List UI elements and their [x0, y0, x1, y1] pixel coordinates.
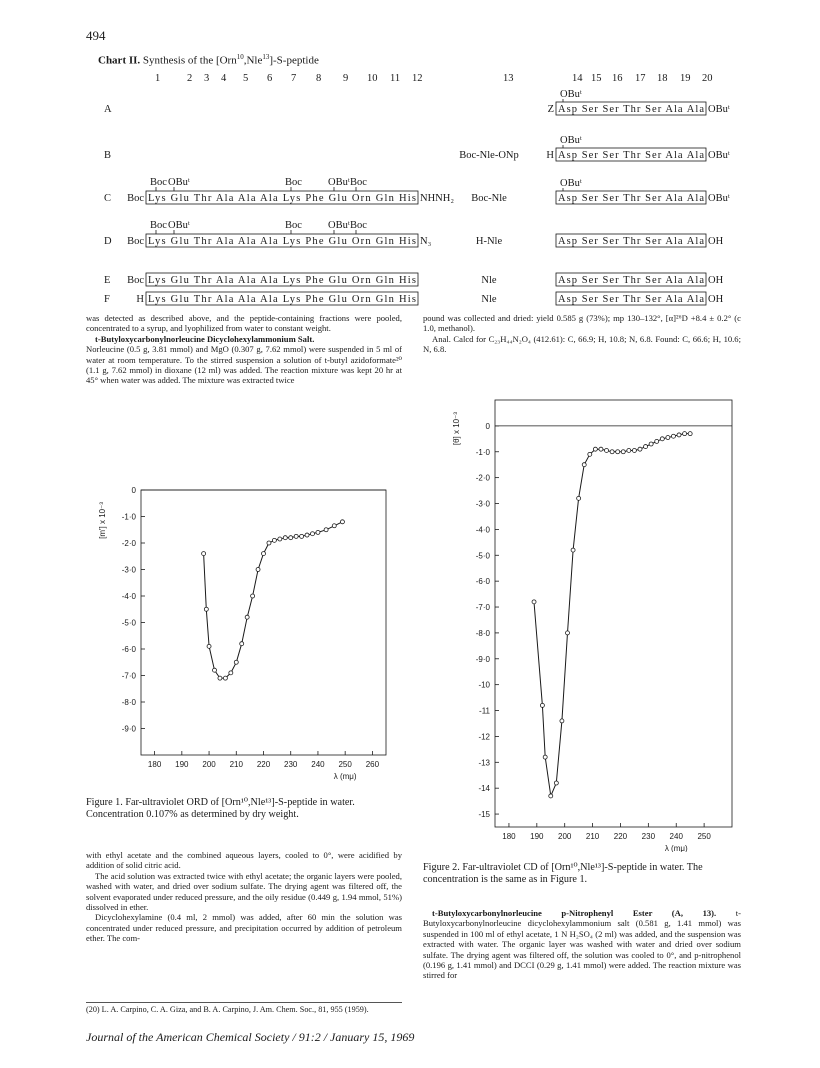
position-label-17: 17 — [635, 73, 646, 84]
data-point — [560, 719, 564, 723]
right-sequence: Asp Ser Ser Thr Ser Ala Ala — [558, 150, 704, 161]
data-point — [267, 541, 271, 545]
position-label-1: 1 — [155, 73, 161, 84]
y-tick-label: -2·0 — [475, 473, 490, 483]
data-point — [540, 703, 544, 707]
x-tick-label: 240 — [669, 832, 683, 841]
middle-residue: Boc-Nle — [471, 193, 507, 204]
data-point — [627, 448, 631, 452]
figure-1-ord-plot — [86, 455, 406, 785]
data-point — [565, 631, 569, 635]
left-prefix: Boc — [127, 275, 144, 286]
position-label-11: 11 — [390, 73, 401, 84]
data-point — [599, 447, 603, 451]
footnote-rule — [86, 1002, 402, 1003]
x-tick-label: 200 — [202, 760, 216, 769]
data-point — [256, 568, 260, 572]
right-suffix: OH — [708, 275, 724, 286]
row-letter: A — [104, 104, 112, 115]
right-prefix: H — [546, 150, 554, 161]
data-point — [218, 676, 222, 680]
left-para-4: The acid solution was extracted twice with ethyl acetate; the organic layers were pooled, washed with water, and dried over sodium sulfate. The drying agent was filtered off, the solvent evaporated under reduced pressure, and the oily residue (0.449 g, 1.94 mmol, 51%) dissolved in ether. — [86, 870, 402, 913]
asp-side-chain-label: OBuᵗ — [560, 178, 582, 189]
left-column-bottom — [86, 850, 402, 944]
row-letter: C — [104, 193, 112, 204]
row-letter: D — [104, 236, 112, 247]
x-tick-label: 180 — [502, 832, 516, 841]
position-label-2: 2 — [187, 73, 193, 84]
data-point — [660, 437, 664, 441]
data-point — [204, 607, 208, 611]
data-point — [554, 781, 558, 785]
left-para-1: was detected as described above, and the peptide-containing fractions were pooled, concentrated to a syrup, and lyophilized from water to constant weight. — [86, 313, 402, 334]
x-axis-label: λ (mμ) — [664, 844, 688, 852]
middle-residue: Nle — [481, 294, 497, 305]
right-column-bottom — [423, 908, 741, 981]
scheme-row-A — [104, 89, 730, 115]
y-tick-label: -7·0 — [121, 671, 136, 681]
y-tick-label: -13 — [478, 758, 490, 768]
protecting-group-label: OBuᵗ — [328, 220, 350, 231]
y-tick-label: -14 — [478, 784, 490, 794]
y-tick-label: -12 — [478, 732, 490, 742]
data-point — [229, 671, 233, 675]
data-point — [245, 615, 249, 619]
data-point — [283, 536, 287, 540]
y-tick-label: -9·0 — [121, 724, 136, 734]
protecting-group-label: Boc — [285, 220, 302, 231]
scheme-title-mid: ,Nle — [243, 54, 263, 67]
x-tick-label: 220 — [613, 832, 628, 841]
y-axis-label: [m'] x 10⁻³ — [98, 502, 107, 539]
data-curve — [534, 434, 690, 796]
figure-2-cd-plot — [420, 372, 750, 852]
position-label-4: 4 — [221, 73, 227, 84]
page-number: 494 — [86, 28, 106, 43]
figure-2-marks — [452, 400, 732, 852]
data-point — [543, 755, 547, 759]
data-point — [240, 642, 244, 646]
right-sequence: Asp Ser Ser Thr Ser Ala Ala — [558, 104, 704, 115]
data-point — [251, 594, 255, 598]
right-para-1: pound was collected and dried: yield 0.585 g (73%); mp 130–132°, [α]²⁶D +8.4 ± 0.2° (c 1.0, methanol). — [423, 313, 741, 334]
journal-footer: Journal of the American Chemical Society / 91:2 / January 15, 1969 — [86, 1030, 415, 1044]
data-point — [278, 537, 282, 541]
row-letter: E — [104, 275, 111, 286]
y-tick-label: -5·0 — [121, 618, 136, 628]
y-tick-label: -6·0 — [475, 577, 490, 587]
right-sequence: Asp Ser Ser Thr Ser Ala Ala — [558, 193, 704, 204]
y-tick-label: -6·0 — [121, 645, 136, 654]
right-suffix: OBuᵗ — [708, 150, 730, 161]
data-point — [272, 538, 276, 542]
figure-1-caption: Figure 1. Far-ultraviolet ORD of [Orn¹⁰,Nle¹³]-S-peptide in water. Concentration 0.107% as determined by dry weight. — [86, 797, 355, 820]
y-tick-label: -1·0 — [475, 447, 490, 457]
x-tick-label: 210 — [229, 760, 243, 769]
position-label-10: 10 — [367, 73, 378, 84]
x-tick-label: 220 — [256, 760, 271, 769]
data-point — [316, 530, 320, 534]
x-tick-label: 200 — [558, 832, 572, 841]
data-point — [655, 439, 659, 443]
y-axis-label: [θ] x 10⁻³ — [452, 412, 461, 446]
position-label-19: 19 — [680, 73, 691, 84]
position-label-18: 18 — [657, 73, 668, 84]
data-point — [649, 442, 653, 446]
data-point — [324, 528, 328, 532]
data-point — [683, 432, 687, 436]
protecting-group-label: Boc — [150, 177, 167, 188]
protecting-group-label: Boc — [150, 220, 167, 231]
left-prefix: H — [136, 294, 144, 305]
protecting-group-label: OBuᵗ — [168, 220, 190, 231]
y-tick-label: -3·0 — [475, 499, 490, 509]
x-tick-label: 250 — [697, 832, 711, 841]
data-point — [610, 450, 614, 454]
data-point — [593, 447, 597, 451]
heading-boc-nle-dcha: t-Butyloxycarbonylnorleucine Dicyclohexylammonium Salt. — [95, 333, 315, 344]
data-point — [311, 532, 315, 536]
right-suffix: OH — [708, 294, 724, 305]
data-point — [677, 433, 681, 437]
row-letter: F — [104, 294, 110, 305]
left-column-top — [86, 313, 402, 386]
y-tick-label: -1·0 — [121, 512, 136, 522]
scheme-rows — [104, 89, 730, 305]
left-sequence: Lys Glu Thr Ala Ala Ala Lys Phe Glu Orn Gln His — [148, 294, 417, 305]
y-tick-label: 0 — [485, 421, 490, 431]
left-suffix: NHNH₂ — [420, 193, 454, 204]
position-label-6: 6 — [267, 73, 273, 84]
footnote-20: (20) L. A. Carpino, C. A. Giza, and B. A. Carpino, J. Am. Chem. Soc., 81, 955 (1959). — [86, 1005, 369, 1014]
x-tick-label: 190 — [530, 832, 544, 841]
x-tick-label: 180 — [147, 760, 162, 769]
scheme-title-suffix: ]-S-peptide — [269, 54, 319, 67]
data-point — [289, 536, 293, 540]
middle-residue: Nle — [481, 275, 497, 286]
protecting-group-label: Boc — [350, 220, 367, 231]
position-label-7: 7 — [291, 73, 297, 84]
right-suffix: OH — [708, 236, 724, 247]
data-point — [300, 534, 304, 538]
y-tick-label: -15 — [478, 810, 490, 820]
scheme-label: Chart II. — [98, 54, 141, 67]
y-tick-label: -9·0 — [475, 654, 490, 664]
scheme-row-D — [104, 220, 724, 247]
data-curve — [204, 522, 343, 678]
position-label-16: 16 — [612, 73, 623, 84]
y-tick-label: -5·0 — [475, 551, 490, 561]
left-para-5: Dicyclohexylamine (0.4 ml, 2 mmol) was added, after 60 min the solution was concentrated under reduced pressure, and precipitation occurred by addition of petroleum ether. The com- — [86, 912, 402, 944]
data-point — [234, 660, 238, 664]
protecting-group-label: Boc — [285, 177, 302, 188]
position-label-9: 9 — [343, 73, 349, 84]
position-label-5: 5 — [243, 73, 249, 84]
data-point — [223, 676, 227, 680]
position-label-20: 20 — [702, 73, 713, 84]
right-para-3: t-Butyloxycarbonylnorleucine dicyclohexylammonium salt (0.581 g, 1.41 mmol) was suspended in 100 ml of ethyl acetate, 1 N H₂SO₄ (2 ml) was added, and the suspension was extracted with water. The organic layer was washed with water and dried over sodium sulfate. The drying agent was filtered off, the solution was cooled to 0°, and p-nitrophenol (0.196 g, 1.41 mmol) and DCCI (0.29 g, 1.41 mmol) were added. The reaction mixture was stirred for — [423, 908, 741, 981]
position-label-3: 3 — [204, 73, 210, 84]
data-point — [202, 552, 206, 556]
left-para-2: Norleucine (0.5 g, 3.81 mmol) and MgO (0.307 g, 7.62 mmol) were suspended in 5 ml of water at room temperature. To the stirred suspension a solution of t-butyl azidoformate²⁰ (1.1 g, 7.62 mmol) in dioxane (12 ml) was added. The reaction mixture was kept 20 hr at 45° when water was added. The mixture was extracted twice — [86, 344, 402, 386]
position-label-12: 12 — [412, 73, 423, 84]
right-sequence: Asp Ser Ser Thr Ser Ala Ala — [558, 236, 704, 247]
data-point — [688, 432, 692, 436]
data-point — [588, 452, 592, 456]
data-point — [638, 447, 642, 451]
y-tick-label: -10 — [478, 680, 490, 690]
y-tick-label: -4·0 — [475, 525, 490, 535]
data-point — [305, 533, 309, 537]
protecting-group-label: OBuᵗ — [328, 177, 350, 188]
left-prefix: Boc — [127, 236, 144, 247]
scheme-row-F — [104, 292, 724, 305]
scheme-title-prefix: Synthesis of the [Orn — [142, 54, 237, 67]
asp-side-chain-label: OBuᵗ — [560, 135, 582, 146]
protecting-group-label: OBuᵗ — [168, 177, 190, 188]
scheme-title-sup2: 13 — [262, 53, 270, 61]
position-label-15: 15 — [591, 73, 602, 84]
row-letter: B — [104, 150, 112, 161]
data-point — [582, 463, 586, 467]
right-prefix: Z — [547, 104, 554, 115]
scheme-title-sup1: 10 — [236, 53, 244, 61]
data-point — [577, 496, 581, 500]
data-point — [340, 520, 344, 524]
right-suffix: OBuᵗ — [708, 104, 730, 115]
middle-residue: Boc-Nle-ONp — [459, 150, 519, 161]
x-tick-label: 250 — [338, 760, 352, 769]
synthesis-scheme — [0, 0, 820, 320]
residue-position-labels — [155, 73, 713, 84]
right-sequence: Asp Ser Ser Thr Ser Ala Ala — [558, 294, 704, 305]
x-tick-label: 190 — [175, 760, 189, 769]
y-tick-label: -4·0 — [121, 592, 136, 601]
figure-2-caption: Figure 2. Far-ultraviolet CD of [Orn¹⁰,Nle¹³]-S-peptide in water. The concentration is the same as in Figure 1. — [423, 862, 703, 885]
data-point — [549, 794, 553, 798]
left-para-3: with ethyl acetate and the combined aqueous layers, cooled to 0°, were acidified by addition of solid citric acid. — [86, 850, 402, 871]
data-point — [605, 448, 609, 452]
y-tick-label: -2·0 — [121, 539, 136, 548]
data-point — [644, 445, 648, 449]
data-point — [332, 524, 336, 528]
position-label-14: 14 — [572, 73, 583, 84]
heading-boc-nle-onp: t-Butyloxycarbonylnorleucine p-Nitrophenyl Ester (A, 13). — [432, 908, 717, 918]
x-tick-label: 210 — [585, 832, 600, 841]
data-point — [207, 644, 211, 648]
figure-1-marks — [98, 486, 386, 781]
data-point — [532, 600, 536, 604]
right-column-top — [423, 313, 741, 355]
scheme-row-E — [104, 273, 724, 286]
position-label-8: 8 — [316, 73, 322, 84]
plot-frame — [495, 400, 732, 827]
data-point — [571, 548, 575, 552]
middle-residue: H-Nle — [475, 236, 503, 247]
y-tick-label: -3·0 — [121, 565, 136, 575]
scheme-row-C — [104, 177, 730, 204]
x-tick-label: 260 — [365, 760, 380, 769]
asp-side-chain-label: OBuᵗ — [560, 89, 582, 100]
x-axis-label: λ (mμ) — [333, 772, 357, 781]
y-tick-label: -8·0 — [475, 628, 490, 638]
y-tick-label: -7·0 — [475, 603, 490, 613]
data-point — [262, 552, 266, 556]
position-label-13: 13 — [503, 73, 514, 84]
data-point — [621, 450, 625, 454]
data-point — [294, 534, 298, 538]
y-tick-label: -8·0 — [121, 698, 136, 707]
scheme-row-B — [104, 135, 730, 161]
data-point — [632, 448, 636, 452]
x-tick-label: 240 — [311, 760, 325, 769]
left-sequence: Lys Glu Thr Ala Ala Ala Lys Phe Glu Orn Gln His — [148, 275, 417, 286]
right-sequence: Asp Ser Ser Thr Ser Ala Ala — [558, 275, 704, 286]
left-suffix: N₃ — [420, 236, 432, 247]
left-sequence: Lys Glu Thr Ala Ala Ala Lys Phe Glu Orn Gln His — [148, 193, 417, 204]
right-para-2: Anal. Calcd for C₂₃H₄₄N₂O₄ (412.61): C, 66.9; H, 10.8; N, 6.8. Found: C, 66.6; H, 10.6; N, 6.8. — [423, 333, 741, 355]
left-sequence: Lys Glu Thr Ala Ala Ala Lys Phe Glu Orn Gln His — [148, 236, 417, 247]
protecting-group-label: Boc — [350, 177, 367, 188]
right-suffix: OBuᵗ — [708, 193, 730, 204]
data-point — [616, 450, 620, 454]
y-tick-label: -11 — [479, 706, 490, 716]
y-tick-label: 0 — [131, 486, 136, 495]
left-prefix: Boc — [127, 193, 144, 204]
data-point — [671, 434, 675, 438]
data-point — [666, 436, 670, 440]
x-tick-label: 230 — [284, 760, 298, 769]
plot-frame — [141, 490, 386, 755]
x-tick-label: 230 — [641, 832, 656, 841]
data-point — [213, 668, 217, 672]
